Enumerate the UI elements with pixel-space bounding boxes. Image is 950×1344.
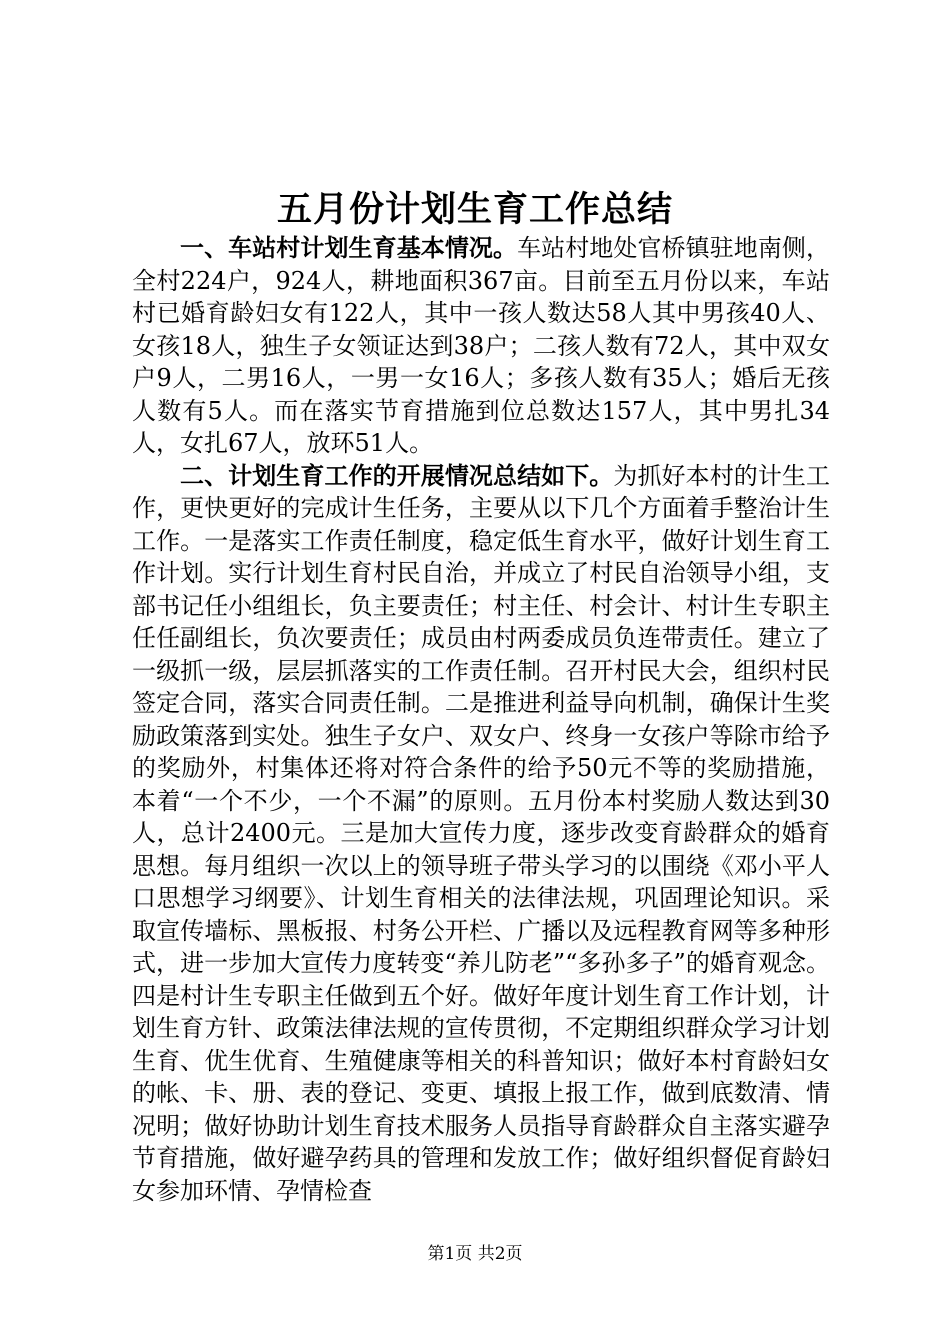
page-footer: 第1页 共2页 bbox=[427, 1244, 523, 1264]
section-1-text: 车站村地处官桥镇驻地南侧，全村224户，924人，耕地面积367亩。目前至五月份以来，车站村已婚育龄妇女有122人，其中一孩人数达58人其中男孩40人、女孩18人，独生子女领证达到38户；二孩人数有72人，其中双女户9人，二男16人，一男一女16人；多孩人数有35人；婚后无孩人数有5人。而在落实节育措施到位总数达157人，其中男扎34人，女扎67人，放环51人。 bbox=[132, 234, 831, 457]
document-title: 五月份计划生育工作总结 bbox=[276, 189, 673, 230]
section-1-heading: 一、车站村计划生育基本情况。 bbox=[180, 233, 518, 262]
section-2-paragraph bbox=[132, 460, 830, 1208]
section-2-heading: 二、计划生育工作的开展情况总结如下。 bbox=[180, 460, 614, 490]
document-body bbox=[132, 232, 830, 1207]
section-1-paragraph bbox=[132, 232, 830, 460]
section-2-text: 为抓好本村的计生工作，更快更好的完成计生任务，主要从以下几个方面着手整治计生工作。一是落实工作责任制度，稳定低生育水平，做好计划生育工作计划。实行计划生育村民自治，并成立了村民自治领导小组，支部书记任小组组长，负主要责任；村主任、村会计、村计生专职主任任副组长，负次要责任；成员由村两委成员负连带责任。建立了一级抓一级，层层抓落实的工作责任制。召开村民大会，组织村民签定合同，落实合同责任制。二是推进利益导向机制，确保计生奖励政策落到实处。独生子女户、双女户、终身一女孩户等除市给予的奖励外，村集体还将对符合条件的给予50元不等的奖励措施，本着“一个不少，一个不漏”的原则。五月份本村奖励人数达到30人，总计2400元。三是加大宣传力度，逐步改变育龄群众的婚育思想。每月组织一次以上的领导班子带头学习的以围绕《邓小平人口思想学习纲要》、计划生育相关的法律法规，巩固理论知识。采取宣传墙标、黑板报、村务公开栏、广播以及远程教育网等多种形式，进一步加大宣传力度转变“养儿防老”“多孙多子”的婚育观念。四是村计生专职主任做到五个好。做好年度计划生育工作计划，计划生育方针、政策法律法规的宣传贯彻，不定期组织群众学习计划生育、优生优育、生殖健康等相关的科普知识；做好本村育龄妇女的帐、卡、册、表的登记、变更、填报上报工作，做到底数清、情况明；做好协助计划生育技术服务人员指导育龄群众自主落实避孕节育措施，做好避孕药具的管理和发放工作；做好组织督促育龄妇女参加环情、孕情检查 bbox=[132, 461, 831, 1205]
